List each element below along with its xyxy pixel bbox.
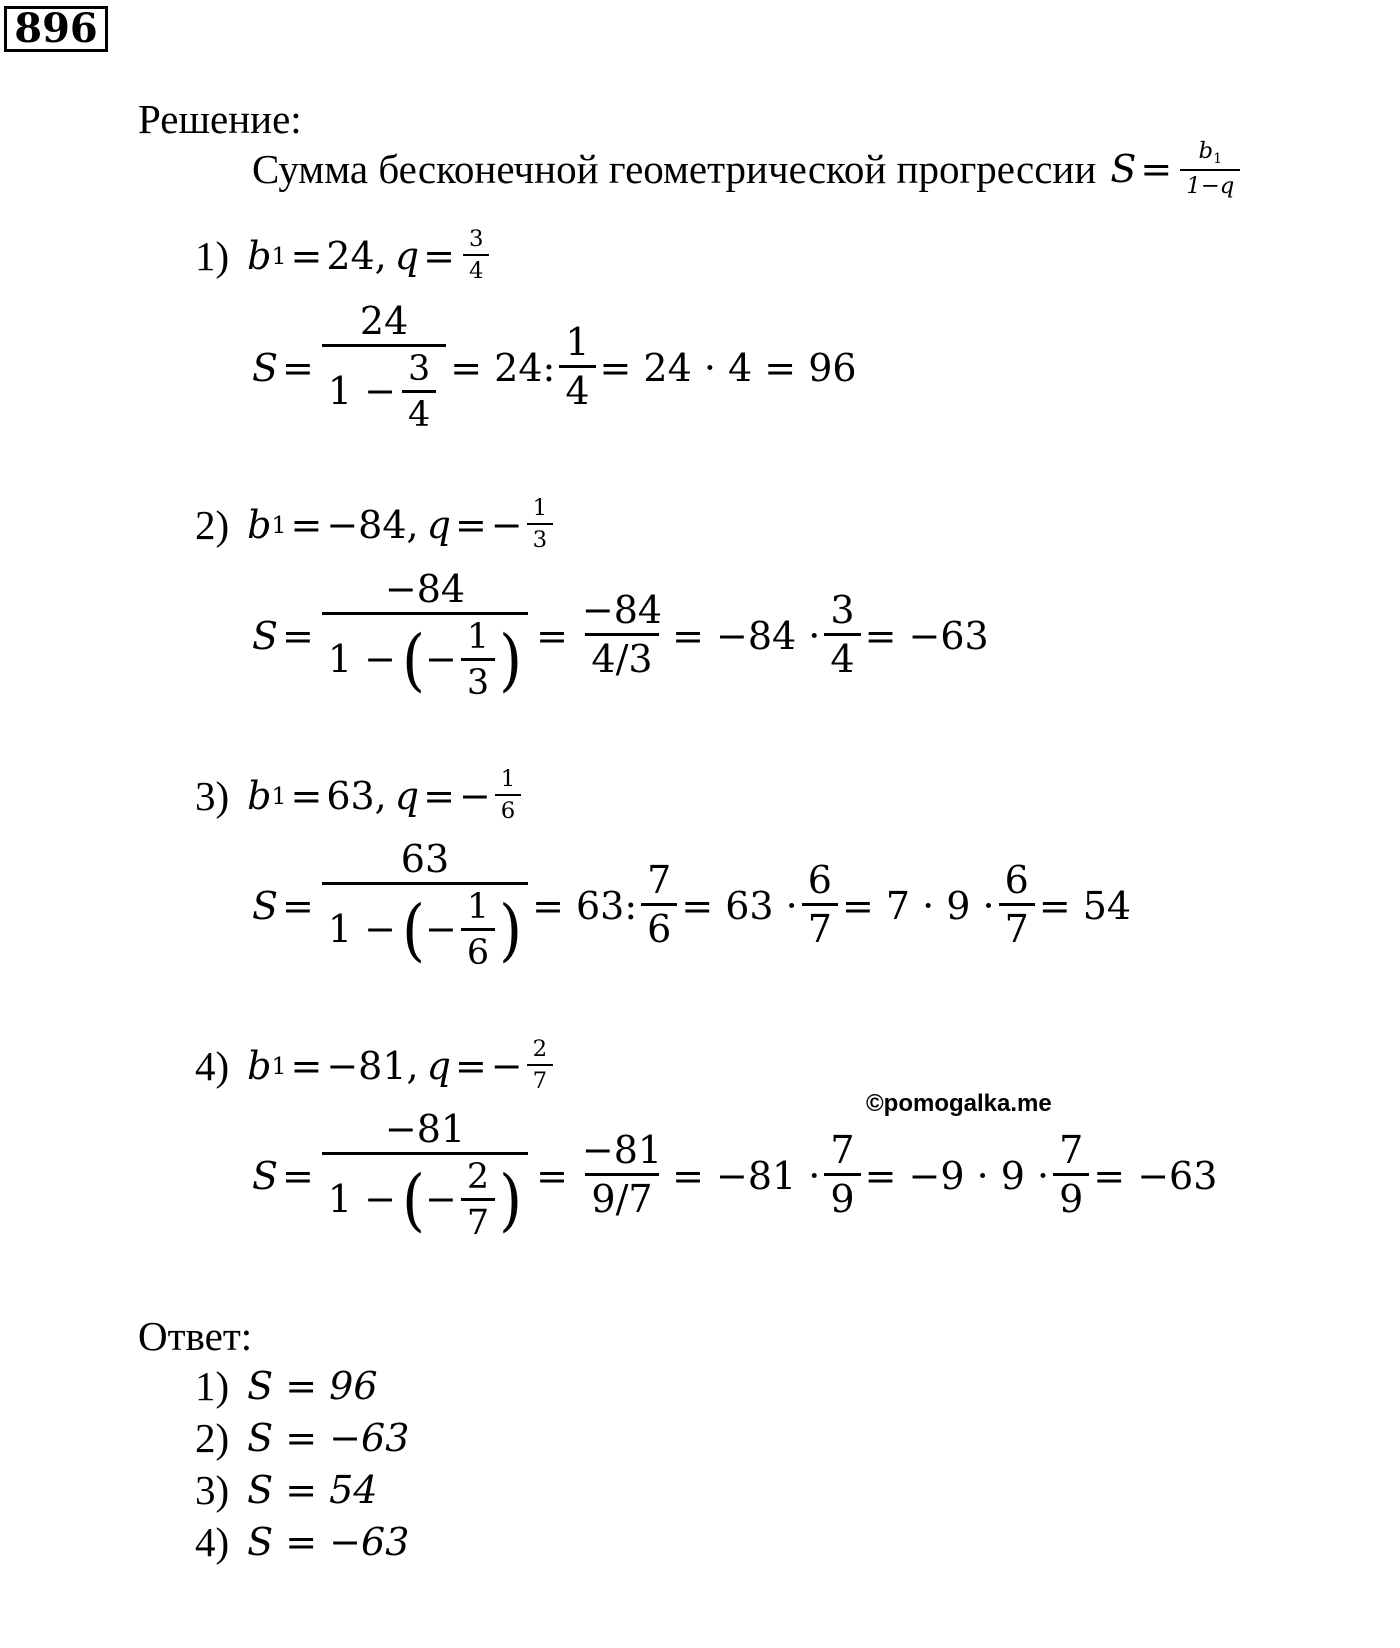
answer-2-number: 2) bbox=[195, 1415, 230, 1461]
formula-den: 1−q bbox=[1180, 169, 1240, 199]
item-4-main-num: −81 bbox=[384, 1107, 466, 1151]
item-2-den-num: 1 bbox=[466, 616, 490, 657]
answer-1-number: 1) bbox=[195, 1363, 230, 1409]
item-2-step3-num: 3 bbox=[830, 588, 855, 633]
item-2-den-prefix: 1 − bbox=[327, 637, 396, 682]
item-2-q-den: 3 bbox=[527, 523, 554, 553]
item-4-result: = −63 bbox=[1093, 1153, 1218, 1198]
item-3-given: 3) b 1 = 63 , q = − $\frac{1}{6}$ bbox=[195, 768, 525, 824]
item-2-step2-num: −84 bbox=[581, 588, 663, 633]
intro-text: Сумма бесконечной геометрической прогрессии bbox=[252, 146, 1097, 193]
item-3-q-sign: − bbox=[458, 773, 491, 818]
item-4-step4-den: 9 bbox=[1053, 1173, 1089, 1220]
item-2-step3-prefix: = −84 · bbox=[672, 613, 821, 658]
sum-formula bbox=[1110, 140, 1244, 199]
item-2-result: = −63 bbox=[864, 613, 989, 658]
item-2-q-sign: − bbox=[490, 502, 523, 547]
problem-number: 896 bbox=[4, 6, 108, 52]
item-3-step3-den: 7 bbox=[802, 903, 838, 950]
item-3-step3-prefix: = 63 · bbox=[681, 883, 798, 928]
item-1-step2-prefix: = 24: bbox=[450, 345, 556, 390]
item-3-b-value: 63 bbox=[326, 773, 375, 818]
item-3-den-num: 1 bbox=[466, 886, 490, 927]
item-4-den-num: 2 bbox=[466, 1156, 490, 1197]
item-2-number: 2) bbox=[195, 501, 230, 548]
item-3-step3-num: 6 bbox=[807, 858, 832, 903]
item-1-den-prefix: 1 − bbox=[327, 369, 396, 414]
item-3-q-num: 1 bbox=[500, 766, 516, 792]
answer-2-value: S = −63 bbox=[247, 1416, 410, 1460]
item-3-result: = 54 bbox=[1038, 883, 1132, 928]
item-4-given: 4) b 1 = −81 , q = − $\frac{2}{7}$ bbox=[195, 1038, 557, 1094]
item-1-den-num: 3 bbox=[408, 348, 431, 389]
item-2-step2-den: 4/3 bbox=[585, 633, 658, 680]
item-4-q-fraction bbox=[527, 1038, 554, 1094]
item-3-q-den: 6 bbox=[495, 794, 522, 824]
item-4-calc: S = −81 1 − ( − $\frac{2}{7}$ ) = $\frac{-81}{9/7}$ = −81 · $\frac{7}{9}$ = −9 · 9 · $\frac{7}{9}$ = −63 bbox=[252, 1107, 1218, 1243]
answer-4-number: 4) bbox=[195, 1519, 230, 1565]
item-1-q-fraction bbox=[463, 228, 490, 284]
answer-1-value: S = 96 bbox=[247, 1364, 378, 1408]
item-4-step3-prefix: = −81 · bbox=[672, 1153, 821, 1198]
item-4-den-prefix: 1 − bbox=[327, 1177, 396, 1222]
item-3-calc: S = 63 1 − ( − $\frac{1}{6}$ ) = 63: $\frac{7}{6}$ = 63 · $\frac{6}{7}$ = 7 · 9 · $\frac{6}{7}$ = 54 bbox=[252, 837, 1132, 973]
item-3-den-inner-sign: − bbox=[424, 907, 457, 952]
item-3-main-fraction: 63 1 − ( − $\frac{1}{6}$ ) bbox=[322, 840, 528, 971]
answer-2 bbox=[195, 1414, 409, 1462]
item-2-main-fraction: −84 1 − ( − $\frac{1}{3}$ ) bbox=[322, 570, 528, 701]
item-3-den-prefix: 1 − bbox=[327, 907, 396, 952]
item-4-den-den: 7 bbox=[461, 1198, 495, 1242]
item-4-main-fraction: −81 1 − ( − $\frac{2}{7}$ ) bbox=[322, 1110, 528, 1241]
item-2-den-den: 3 bbox=[461, 658, 495, 702]
item-1-b-value: 24 bbox=[326, 233, 375, 278]
item-2-given: 2) b 1 = −84 , q = − $\frac{1}{3}$ bbox=[195, 497, 557, 553]
item-2-step3-den: 4 bbox=[824, 633, 860, 680]
solution-label: Решение: bbox=[138, 96, 302, 142]
item-2-q-num: 1 bbox=[532, 495, 548, 521]
item-3-step2-prefix: = 63: bbox=[532, 883, 638, 928]
item-1-q-den: 4 bbox=[463, 254, 490, 284]
item-1-result: = 24 · 4 = 96 bbox=[599, 345, 857, 390]
item-4-step3-num: 7 bbox=[830, 1128, 855, 1173]
item-4-step3-den: 9 bbox=[824, 1173, 860, 1220]
answer-label: Ответ: bbox=[138, 1313, 253, 1359]
answer-4 bbox=[195, 1518, 409, 1566]
item-4-den-inner-sign: − bbox=[424, 1177, 457, 1222]
formula-fraction bbox=[1180, 140, 1240, 199]
answer-1 bbox=[195, 1362, 378, 1410]
item-3-step4-prefix: = 7 · 9 · bbox=[841, 883, 995, 928]
answer-3-number: 3) bbox=[195, 1467, 230, 1513]
item-3-step2-den: 6 bbox=[641, 903, 677, 950]
item-4-step2-num: −81 bbox=[581, 1128, 663, 1173]
item-1-main-num: 24 bbox=[359, 299, 409, 343]
formula-eq: = bbox=[1140, 147, 1173, 192]
item-2-calc: S = −84 1 − ( − $\frac{1}{3}$ ) = $\frac{-84}{4/3}$ = −84 · $\frac{3}{4}$ = −63 bbox=[252, 567, 989, 703]
item-3-number: 3) bbox=[195, 772, 230, 819]
item-4-q-sign: − bbox=[490, 1043, 523, 1088]
item-2-den-inner-sign: − bbox=[424, 637, 457, 682]
answer-4-value: S = −63 bbox=[247, 1520, 410, 1564]
item-2-b-value: −84 bbox=[326, 502, 407, 547]
item-3-q-fraction bbox=[495, 768, 522, 824]
item-1-den-den: 4 bbox=[402, 390, 436, 434]
item-2-main-num: −84 bbox=[384, 567, 466, 611]
item-4-q-den: 7 bbox=[527, 1064, 554, 1094]
answer-3-value: S = 54 bbox=[247, 1468, 378, 1512]
formula-lhs: S bbox=[1110, 147, 1137, 192]
item-3-main-num: 63 bbox=[400, 837, 450, 881]
item-2-q-fraction bbox=[527, 497, 554, 553]
item-1-step2-den: 4 bbox=[559, 365, 595, 412]
formula-num: b bbox=[1198, 138, 1214, 164]
item-4-step4-num: 7 bbox=[1059, 1128, 1084, 1173]
item-1-calc: S = 24 1 − $\frac{3}{4}$ = 24: $\frac{1}{4}$ = 24 · 4 = 96 bbox=[252, 299, 857, 435]
item-1-q-num: 3 bbox=[468, 226, 484, 252]
item-1-step2-num: 1 bbox=[565, 320, 590, 365]
item-4-q-num: 2 bbox=[532, 1036, 548, 1062]
item-1-number: 1) bbox=[195, 232, 230, 279]
item-4-step4-prefix: = −9 · 9 · bbox=[864, 1153, 1050, 1198]
item-3-step4-den: 7 bbox=[999, 903, 1035, 950]
item-4-number: 4) bbox=[195, 1042, 230, 1089]
watermark: ©pomogalka.me bbox=[866, 1090, 1052, 1117]
answer-3 bbox=[195, 1466, 378, 1514]
intro-line bbox=[252, 140, 1244, 199]
item-4-step2-den: 9/7 bbox=[585, 1173, 658, 1220]
item-1-main-fraction bbox=[322, 299, 446, 435]
item-3-step4-num: 6 bbox=[1004, 858, 1029, 903]
item-1-given: 1) b 1 = 24 , q = $\frac{3}{4}$ bbox=[195, 228, 493, 284]
formula-num-sub: 1 bbox=[1213, 150, 1223, 167]
item-3-step2-num: 7 bbox=[647, 858, 672, 903]
item-3-den-den: 6 bbox=[461, 928, 495, 972]
item-4-b-value: −81 bbox=[326, 1043, 407, 1088]
